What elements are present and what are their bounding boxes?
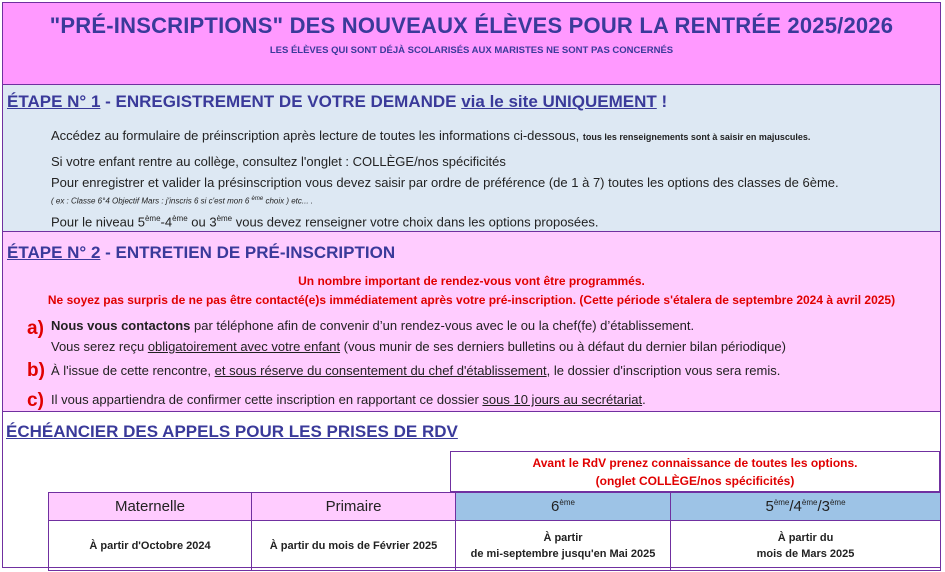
- step2-section: [2, 232, 941, 412]
- schedule-title: ÉCHÉANCIER DES APPELS POUR LES PRISES DE RDV: [6, 422, 458, 441]
- step1-line1: Accédez au formulaire de préinscription après lecture de toutes les informations ci-dessous, tous les renseignements sont à saisir en majuscules.: [51, 128, 811, 143]
- step1-label: ÉTAPE N° 1: [7, 92, 101, 111]
- item-b-line: À l'issue de cette rencontre, et sous réserve du consentement du chef d'établissement, le dossier d'inscription vous sera remis.: [51, 363, 781, 378]
- item-c-marker: c): [27, 390, 44, 411]
- step1-example: ( ex : Classe 6°4 Objectif Mars : j'inscris 6 si c'est mon 6 $^{ème}$ choix ) etc... .: [51, 196, 314, 206]
- step1-section: [2, 85, 941, 232]
- step1-link[interactable]: via le site UNIQUEMENT: [461, 92, 657, 111]
- schedule-table: [48, 492, 941, 571]
- header-maternelle: Maternelle: [49, 493, 252, 521]
- step1-line3: Pour enregistrer et valider la présinscription vous devez saisir par ordre de préférence (de 1 à 7) toutes les options des classes de 6ème.: [51, 175, 839, 190]
- header-primaire: Primaire: [252, 493, 456, 521]
- step2-title: ÉTAPE N° 2 - ENTRETIEN DE PRÉ-INSCRIPTION: [7, 243, 396, 262]
- step2-label: ÉTAPE N° 2: [7, 243, 101, 262]
- date-6eme: À partir de mi-septembre jusqu'en Mai 2025: [456, 521, 671, 571]
- header-5-4-3eme: 5ème/4ème/3ème: [671, 493, 941, 521]
- schedule-date-row: [49, 521, 941, 571]
- step1-line2: Si votre enfant rentre au collège, consultez l'onglet : COLLÈGE/nos spécificités: [51, 154, 506, 169]
- item-b-marker: b): [27, 360, 45, 381]
- header-6eme: 6ème: [456, 493, 671, 521]
- header-banner: [2, 2, 941, 85]
- step2-warning-2: Ne soyez pas surpris de ne pas être contacté(e)s immédiatement après votre pré-inscription. (Cette période s'étalera de septembre 2024 à avril 2025): [47, 293, 896, 307]
- item-a-line1: Nous vous contactons par téléphone afin de convenir d’un rendez-vous avec le ou la chef(fe) d’établissement.: [51, 318, 695, 333]
- schedule-header-row: [49, 493, 941, 521]
- date-maternelle: À partir d'Octobre 2024: [49, 521, 252, 571]
- step1-line4: Pour le niveau 5ème-4ème ou 3ème vous devez renseigner votre choix dans les options proposées.: [51, 214, 599, 230]
- schedule-note: Avant le RdV prenez connaissance de toutes les options. (onglet COLLÈGE/nos spécificités): [450, 451, 940, 492]
- date-5-4-3eme: À partir du mois de Mars 2025: [671, 521, 941, 571]
- step2-warning-1: Un nombre important de rendez-vous vont être programmés.: [298, 274, 645, 288]
- page-subtitle: LES ÉLÈVES QUI SONT DÉJÀ SCOLARISÉS AUX MARISTES NE SONT PAS CONCERNÉS: [269, 45, 674, 56]
- page-title: "PRÉ-INSCRIPTIONS" DES NOUVEAUX ÉLÈVES POUR LA RENTRÉE 2025/2026: [49, 13, 894, 38]
- item-c-line: Il vous appartiendra de confirmer cette inscription en rapportant ce dossier sous 10 jours au secrétariat.: [51, 392, 646, 407]
- date-primaire: À partir du mois de Février 2025: [252, 521, 456, 571]
- item-a-marker: a): [27, 318, 44, 339]
- step1-title: ÉTAPE N° 1 - ENREGISTREMENT DE VOTRE DEMANDE via le site UNIQUEMENT !: [7, 92, 668, 111]
- item-a-line2: Vous serez reçu obligatoirement avec votre enfant (vous munir de ses derniers bulletins ou à défaut du dernier bilan périodique): [51, 339, 786, 354]
